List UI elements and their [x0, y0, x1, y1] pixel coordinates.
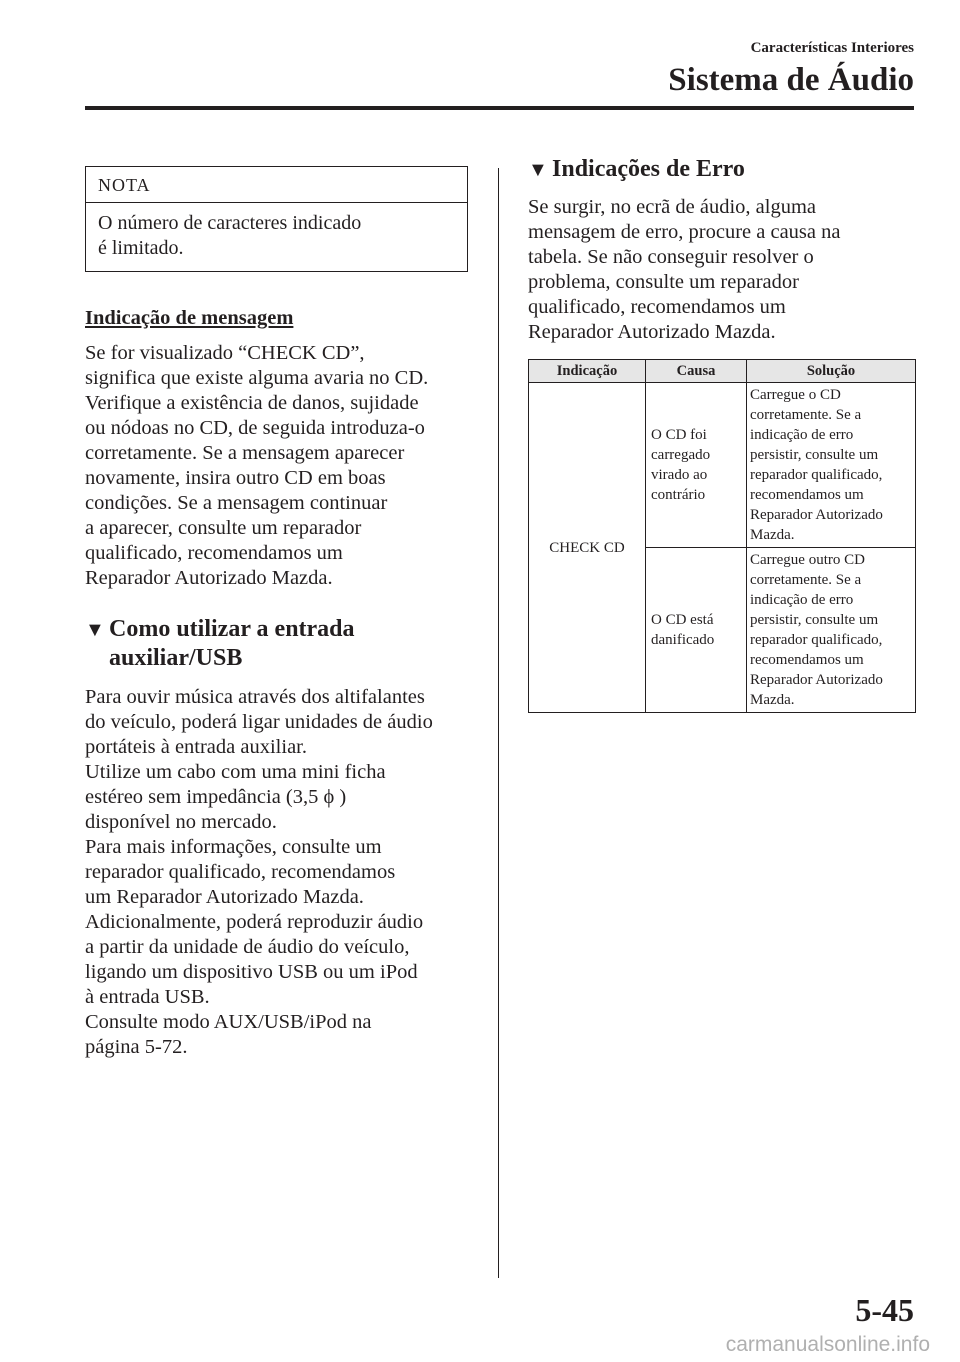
cell-line: Reparador Autorizado [750, 672, 883, 688]
column-header-cause: Causa [646, 360, 747, 383]
aux-paragraph [85, 685, 468, 1060]
cell-line: danificado [651, 632, 715, 648]
cell-line: Reparador Autorizado [750, 507, 883, 523]
message-paragraph [85, 341, 468, 591]
text-line: Utilize um cabo com uma mini ficha [85, 761, 386, 783]
cause-cell [646, 548, 747, 713]
cell-line: Carregue o CD [750, 387, 841, 403]
text-line: novamente, insira outro CD em boas [85, 467, 386, 489]
note-box [85, 166, 468, 272]
text-line: Reparador Autorizado Mazda. [528, 321, 776, 343]
header-title: Sistema de Áudio [668, 62, 914, 98]
text-line: mensagem de erro, procure a causa na [528, 221, 841, 243]
cell-line: reparador qualificado, [750, 467, 883, 483]
text-line: um Reparador Autorizado Mazda. [85, 886, 364, 908]
cell-line: Mazda. [750, 527, 795, 543]
cell-line: persistir, consulte um [750, 612, 879, 628]
cell-line: virado ao [651, 467, 708, 483]
text-line: corretamente. Se a mensagem aparecer [85, 442, 405, 464]
table-header-row [529, 360, 916, 383]
text-line: qualificado, recomendamos um [85, 542, 343, 564]
text-line: Verifique a existência de danos, sujidade [85, 392, 419, 414]
solution-cell [747, 548, 916, 713]
text-line: a aparecer, consulte um reparador [85, 517, 362, 539]
page-number: 5-45 [855, 1292, 914, 1328]
text-line: Adicionalmente, poderá reproduzir áudio [85, 911, 424, 933]
table-row [529, 383, 916, 548]
cell-line: corretamente. Se a [750, 407, 862, 423]
header-subtitle: Características Interiores [750, 40, 914, 56]
cause-cell [646, 383, 747, 548]
cell-line: carregado [651, 447, 711, 463]
text-line: página 5-72. [85, 1036, 188, 1058]
text-line: disponível no mercado. [85, 811, 277, 833]
text-line: à entrada USB. [85, 986, 210, 1008]
cell-line: O CD foi [651, 427, 707, 443]
text-line: a partir da unidade de áudio do veículo, [85, 936, 410, 958]
text-line: Se for visualizado “CHECK CD”, [85, 342, 365, 364]
text-line: Para ouvir música através dos altifalantes [85, 686, 425, 708]
text-line: significa que existe alguma avaria no CD. [85, 367, 429, 389]
column-header-solution: Solução [747, 360, 916, 383]
left-column [85, 166, 468, 1060]
triangle-down-icon: ▼ [85, 619, 105, 641]
right-column [528, 155, 916, 713]
text-line: portáteis à entrada auxiliar. [85, 736, 307, 758]
cell-line: contrário [651, 487, 706, 503]
watermark: carmanualsonline.info [725, 1333, 930, 1356]
text-line: ligando um dispositivo USB ou um iPod [85, 961, 418, 983]
error-section-heading: ▼ Indicações de Erro [528, 155, 916, 185]
note-line: O número de caracteres indicado [98, 212, 362, 234]
text-line: problema, consulte um reparador [528, 271, 799, 293]
indication-cell: CHECK CD [529, 383, 646, 713]
cell-line: persistir, consulte um [750, 447, 879, 463]
text-line: Consulte modo AUX/USB/iPod na [85, 1011, 372, 1033]
text-line: qualificado, recomendamos um [528, 296, 786, 318]
error-paragraph [528, 195, 916, 345]
note-heading: NOTA [86, 167, 467, 203]
message-heading: Indicação de mensagem [85, 307, 294, 329]
cell-line: corretamente. Se a [750, 572, 862, 588]
text-line: condições. Se a mensagem continuar [85, 492, 388, 514]
text-line: reparador qualificado, recomendamos [85, 861, 396, 883]
heading-line: Como utilizar a entrada [109, 616, 355, 642]
cell-line: Carregue outro CD [750, 552, 865, 568]
cell-line: reparador qualificado, [750, 632, 883, 648]
cell-line: recomendamos um [750, 487, 864, 503]
header-rule [85, 106, 914, 110]
column-header-indication: Indicação [529, 360, 646, 383]
text-line: ou nódoas no CD, de seguida introduza-o [85, 417, 425, 439]
note-body [86, 203, 467, 271]
text-line: do veículo, poderá ligar unidades de áudio [85, 711, 433, 733]
cell-line: Mazda. [750, 692, 795, 708]
cell-line: O CD está [651, 612, 714, 628]
aux-section-heading [85, 615, 468, 673]
text-line: tabela. Se não conseguir resolver o [528, 246, 814, 268]
text-line: Reparador Autorizado Mazda. [85, 567, 333, 589]
heading-line: auxiliar/USB [109, 645, 243, 671]
error-table [528, 359, 916, 713]
triangle-down-icon: ▼ [528, 159, 548, 181]
cell-line: indicação de erro [750, 592, 854, 608]
note-line: é limitado. [98, 237, 184, 259]
solution-cell [747, 383, 916, 548]
text-line: Para mais informações, consulte um [85, 836, 382, 858]
column-divider [498, 168, 499, 1278]
text-line: estéreo sem impedância (3,5 ϕ ) [85, 786, 347, 808]
text-line: Se surgir, no ecrã de áudio, alguma [528, 196, 816, 218]
cell-line: recomendamos um [750, 652, 864, 668]
cell-line: indicação de erro [750, 427, 854, 443]
